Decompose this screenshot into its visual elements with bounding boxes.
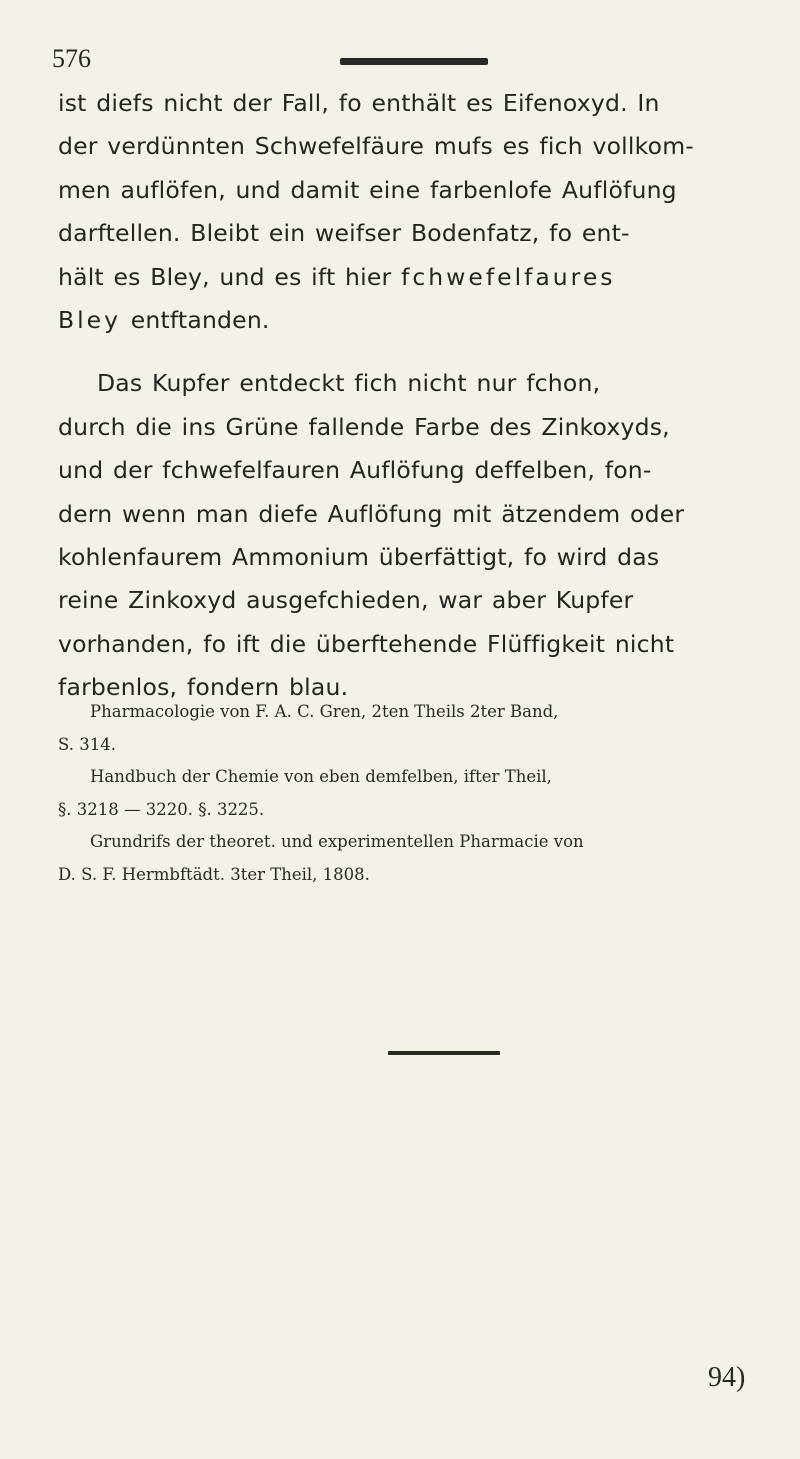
reference-line: Handbuch der Chemie von eben demfelben, ifter Theil, bbox=[90, 767, 552, 786]
emphasized-term: fchwefelfaures bbox=[401, 262, 616, 291]
section-rule bbox=[388, 1051, 500, 1055]
paragraph-1 bbox=[58, 82, 778, 342]
reference-line: §. 3218 — 3220. §. 3225. bbox=[58, 799, 265, 819]
text-line bbox=[58, 299, 778, 342]
text-line: ist diefs nicht der Fall, fo enthält es Eifenoxyd. In bbox=[58, 89, 660, 117]
reference-line: Grundrifs der theoret. und experimentellen Pharmacie von bbox=[90, 832, 584, 851]
text-line: darftellen. Bleibt ein weifser Bodenfatz, fo ent- bbox=[58, 219, 630, 248]
header-rule bbox=[340, 58, 488, 65]
signature-mark: 94) bbox=[708, 1362, 746, 1393]
text-line: farbenlos, fondern blau. bbox=[58, 673, 349, 702]
text-run: hält es Bley, und es ift hier bbox=[58, 262, 392, 291]
body-text bbox=[58, 82, 778, 710]
text-line: und der fchwefelfauren Auflöfung deffelben, fon- bbox=[58, 456, 652, 485]
text-line: vorhanden, fo ift die überftehende Flüffigkeit nicht bbox=[58, 629, 675, 658]
reference-line: S. 314. bbox=[58, 734, 116, 754]
text-line: der verdünnten Schwefelfäure mufs es fich vollkom- bbox=[58, 132, 694, 161]
text-line: dern wenn man diefe Auflöfung mit ätzendem oder bbox=[58, 499, 685, 528]
text-line: reine Zinkoxyd ausgefchieden, war aber Kupfer bbox=[58, 586, 634, 615]
emphasized-term: Bley bbox=[58, 306, 122, 335]
text-line: Das Kupfer entdeckt fich nicht nur fchon, bbox=[97, 369, 601, 398]
text-line: durch die ins Grüne fallende Farbe des Zinkoxyds, bbox=[58, 412, 670, 441]
text-line: men auflöfen, und damit eine farbenlofe Auflöfung bbox=[58, 175, 677, 204]
reference-line: D. S. F. Hermbftädt. 3ter Theil, 1808. bbox=[58, 864, 370, 884]
reference-line: Pharmacologie von F. A. C. Gren, 2ten Theils 2ter Band, bbox=[90, 702, 559, 721]
text-line bbox=[58, 256, 778, 299]
paragraph-2 bbox=[58, 362, 778, 709]
text-line: kohlenfaurem Ammonium überfättigt, fo wird das bbox=[58, 543, 660, 572]
references bbox=[58, 696, 778, 891]
page-number: 576 bbox=[52, 44, 91, 73]
text-run: entftanden. bbox=[130, 306, 270, 335]
